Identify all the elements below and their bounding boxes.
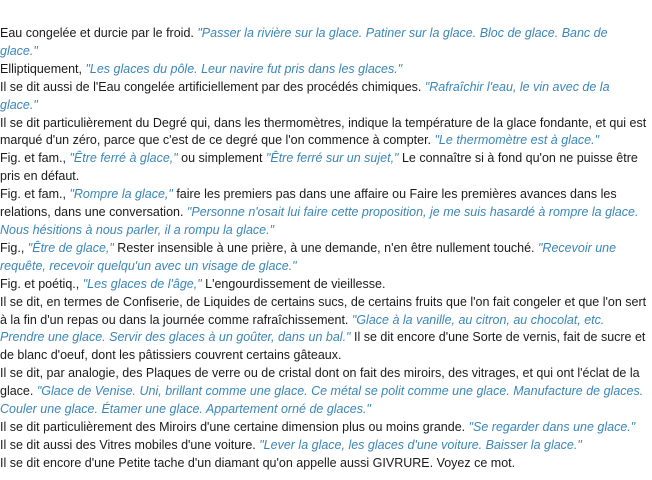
definition-entry <box>0 25 648 61</box>
example-text: "Les glaces du pôle. Leur navire fut pris dans les glaces." <box>85 61 403 76</box>
definition-entry <box>0 276 648 294</box>
definition-text: Fig. et fam., <box>0 187 70 202</box>
example-text: "Glace de Venise. Uni, brillant comme une glace. Ce métal se polit comme une glace. Manufacture de glaces. Couler une glace. Étamer une glace. Appartement orné de glaces." <box>0 384 644 417</box>
definition-text: Fig. et fam., <box>0 151 70 166</box>
example-text: "Personne n'osait lui faire cette proposition, je me suis hasardé à rompre la glace. Nous hésitions à nous parler, il a rompu la glace." <box>0 205 639 237</box>
example-text: "Passer la rivière sur la glace. Patiner sur la glace. Bloc de glace. Banc de glace." <box>0 26 608 58</box>
example-text: "Être ferré sur un sujet," <box>265 151 399 166</box>
definition-entry <box>0 455 648 473</box>
definition-text: Le connaître si à fond qu'on ne puisse être pris en défaut. <box>0 151 638 184</box>
definition-entry <box>0 150 648 186</box>
definition-text: Il se dit encore d'une Sorte de vernis, fait de sucre et de blanc d'oeuf, dont les pâtissiers couvrent certains gâteaux. <box>0 330 646 363</box>
definition-text: Il se dit particulièrement du Degré qui, dans les thermomètres, indique la température de la glace fondante, et qui est marqué d'un zéro, parce que c'est de ce degré que l'on commence à compter. <box>0 115 647 148</box>
example-text: "Être ferré à glace," <box>69 151 178 166</box>
definition-entry <box>0 365 648 419</box>
definition-entry <box>0 294 648 366</box>
example-text: "Le thermomètre est à glace." <box>434 133 600 148</box>
definition-text: Il se dit, par analogie, des Plaques de verre ou de cristal dont on fait des miroirs, des vitrages, et qui ont l'éclat de la glace. <box>0 366 640 399</box>
definition-text: Fig., <box>0 240 28 255</box>
example-text: "Lever la glace, les glaces d'une voiture. Baisser la glace." <box>259 437 582 452</box>
definition-text: faire les premiers pas dans une affaire ou Faire les premières avances dans les relations, dans une conversation. <box>0 187 617 220</box>
definition-text: Il se dit aussi des Vitres mobiles d'une voiture. <box>0 437 260 452</box>
example-text: "Glace à la vanille, au citron, au chocolat, etc. Prendre une glace. Servir des glaces à un goûter, dans un bal." <box>0 312 605 345</box>
definition-text: Il se dit, en termes de Confiserie, de Liquides de certains sucs, de certains fruits que l'on fait congeler et que l'on sert à la fin d'un repas ou dans la journée comme rafraîchissement. <box>0 294 647 327</box>
definition-entry <box>0 419 648 437</box>
definition-text: Il se dit encore d'une Petite tache d'un diamant qu'on appelle aussi GIVRURE. Voyez ce mot. <box>0 455 516 470</box>
definition-entry <box>0 79 648 115</box>
definition-entry <box>0 186 648 240</box>
definition-entry <box>0 240 648 276</box>
definition-text: Elliptiquement, <box>0 61 86 76</box>
definition-entry <box>0 437 648 455</box>
definition-list <box>0 25 648 473</box>
example-text: "Rompre la glace," <box>69 187 173 202</box>
definition-text: L'engourdissement de vieillesse. <box>201 276 386 291</box>
example-text: "Rafraîchir l'eau, le vin avec de la glace." <box>0 79 610 112</box>
definition-text: Rester insensible à une prière, à une demande, n'en être nullement touché. <box>113 240 538 255</box>
definition-entry <box>0 115 648 151</box>
example-text: "Se regarder dans une glace." <box>468 419 636 434</box>
example-text: "Les glaces de l'âge," <box>82 276 202 291</box>
definition-text: ou simplement <box>177 151 266 166</box>
definition-text: Il se dit particulièrement des Miroirs d'une certaine dimension plus ou moins grande. <box>0 419 469 434</box>
definition-text: Il se dit aussi de l'Eau congelée artificiellement par des procédés chimiques. <box>0 79 425 94</box>
definition-entry <box>0 61 648 79</box>
example-text: "Recevoir une requête, recevoir quelqu'un avec un visage de glace." <box>0 240 617 273</box>
definition-text: Fig. et poétiq., <box>0 276 83 291</box>
example-text: "Être de glace," <box>27 240 114 255</box>
definition-text: Eau congelée et durcie par le froid. <box>0 26 198 40</box>
